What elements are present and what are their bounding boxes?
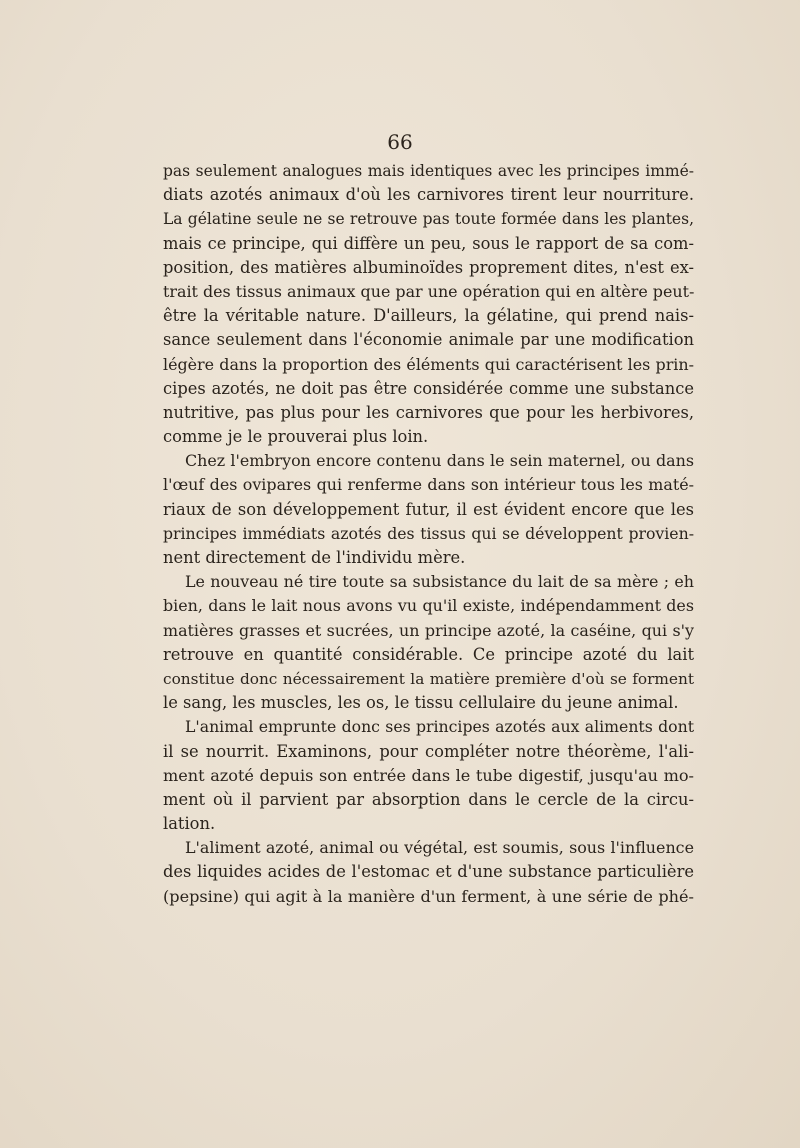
text-line: position, des matières albuminoïdes proprement dites, n'est ex- — [163, 257, 694, 277]
text-line: l'œuf des ovipares qui renferme dans son intérieur tous les maté- — [163, 475, 694, 495]
text-line: comme je le prouverai plus loin. — [163, 427, 429, 447]
text-line: bien, dans le lait nous avons vu qu'il existe, indépendamment des — [163, 596, 694, 616]
text-line: principes immédiats azotés des tissus qui se développent provien- — [163, 523, 694, 543]
page-number: 66 — [387, 130, 413, 154]
text-line: sance seulement dans l'économie animale par une modification — [163, 330, 694, 350]
text-line: L'aliment azoté, animal ou végétal, est soumis, sous l'influence — [185, 838, 694, 858]
text-line: pas seulement analogues mais identiques avec les principes immé- — [163, 162, 694, 180]
text-line: le sang, les muscles, les os, le tissu cellulaire du jeune animal. — [163, 693, 679, 713]
text-line: des liquides acides de l'estomac et d'une substance particulière — [163, 862, 694, 882]
text-line: trait des tissus animaux que par une opération qui en altère peut- — [163, 281, 695, 301]
text-line: L'animal emprunte donc ses principes azotés aux aliments dont — [185, 717, 694, 737]
text-line: mais ce principe, qui diffère un peu, sous le rapport de sa com- — [163, 233, 694, 253]
text-line: constitue donc nécessairement la matière première d'où se forment — [163, 669, 694, 688]
text-line: cipes azotés, ne doit pas être considérée comme une substance — [163, 378, 694, 398]
text-line: légère dans la proportion des éléments qui caractérisent les prin- — [163, 354, 694, 374]
text-line: ment azoté depuis son entrée dans le tube digestif, jusqu'au mo- — [163, 765, 694, 785]
text-line: riaux de son développement futur, il est évident encore que les — [163, 499, 694, 519]
text-line: nent directement de l'individu mère. — [163, 548, 466, 567]
text-line: lation. — [163, 814, 216, 834]
text-line: ment où il parvient par absorption dans le cercle de la circu- — [163, 789, 694, 809]
text-line: La gélatine seule ne se retrouve pas toute formée dans les plantes, — [163, 210, 694, 229]
text-line: (pepsine) qui agit à la manière d'un ferment, à une série de phé- — [163, 886, 694, 906]
text-line: matières grasses et sucrées, un principe azoté, la caséine, qui s'y — [163, 620, 694, 640]
text-line: diats azotés animaux d'où les carnivores tirent leur nourriture. — [163, 185, 694, 205]
text-line: Le nouveau né tire toute sa subsistance du lait de sa mère ; eh — [185, 572, 694, 592]
text-line: nutritive, pas plus pour les carnivores que pour les herbivores, — [163, 402, 694, 422]
text-line: il se nourrit. Examinons, pour compléter notre théorème, l'ali- — [163, 741, 694, 761]
text-line: retrouve en quantité considérable. Ce principe azoté du lait — [163, 644, 694, 664]
text-line: Chez l'embryon encore contenu dans le sein maternel, ou dans — [185, 451, 694, 471]
text-line: être la véritable nature. D'ailleurs, la gélatine, qui prend nais- — [163, 306, 694, 326]
body-text — [163, 159, 694, 909]
